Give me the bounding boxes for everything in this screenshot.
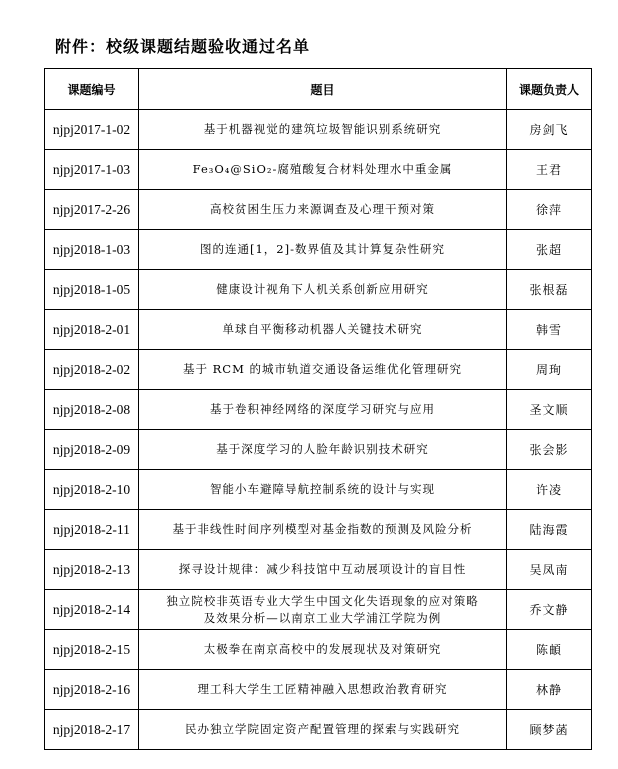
project-code: njpj2018-2-11 xyxy=(45,510,139,550)
project-code: njpj2018-1-03 xyxy=(45,230,139,270)
project-code: njpj2017-1-02 xyxy=(45,110,139,150)
header-topic: 题目 xyxy=(139,69,507,110)
result-table xyxy=(44,68,592,750)
table-row xyxy=(45,470,592,510)
project-topic: 民办独立学院固定资产配置管理的探索与实践研究 xyxy=(139,710,507,750)
project-leader: 韩雪 xyxy=(507,310,592,350)
table-row xyxy=(45,590,592,630)
project-code: njpj2017-1-03 xyxy=(45,150,139,190)
table-row xyxy=(45,270,592,310)
table-header-row xyxy=(45,69,592,110)
table-row xyxy=(45,350,592,390)
project-code: njpj2018-2-13 xyxy=(45,550,139,590)
project-leader: 房剑飞 xyxy=(507,110,592,150)
table-row xyxy=(45,150,592,190)
project-leader: 陈頔 xyxy=(507,630,592,670)
project-topic xyxy=(139,590,507,630)
page-title: 附件：校级课题结题验收通过名单 xyxy=(55,37,311,56)
table-row xyxy=(45,310,592,350)
project-leader: 许凌 xyxy=(507,470,592,510)
project-topic: 基于 RCM 的城市轨道交通设备运维优化管理研究 xyxy=(139,350,507,390)
project-leader: 陆海霞 xyxy=(507,510,592,550)
project-code: njpj2018-2-16 xyxy=(45,670,139,710)
project-code: njpj2018-2-09 xyxy=(45,430,139,470)
project-leader: 圣文顺 xyxy=(507,390,592,430)
project-topic: Fe₃O₄@SiO₂-腐殖酸复合材料处理水中重金属 xyxy=(139,150,507,190)
table-row xyxy=(45,550,592,590)
table-row xyxy=(45,510,592,550)
table-row xyxy=(45,390,592,430)
project-code: njpj2018-1-05 xyxy=(45,270,139,310)
project-leader: 周珣 xyxy=(507,350,592,390)
table-row xyxy=(45,190,592,230)
project-topic: 基于非线性时间序列模型对基金指数的预测及风险分析 xyxy=(139,510,507,550)
project-topic: 高校贫困生压力来源调查及心理干预对策 xyxy=(139,190,507,230)
project-topic: 健康设计视角下人机关系创新应用研究 xyxy=(139,270,507,310)
project-code: njpj2018-2-10 xyxy=(45,470,139,510)
table-row xyxy=(45,630,592,670)
project-leader: 吴凤南 xyxy=(507,550,592,590)
project-topic: 图的连通[1，2]-数界值及其计算复杂性研究 xyxy=(139,230,507,270)
table-row xyxy=(45,430,592,470)
project-topic: 理工科大学生工匠精神融入思想政治教育研究 xyxy=(139,670,507,710)
project-code: njpj2018-2-01 xyxy=(45,310,139,350)
project-topic: 基于机器视觉的建筑垃圾智能识别系统研究 xyxy=(139,110,507,150)
table-row xyxy=(45,230,592,270)
header-code: 课题编号 xyxy=(45,69,139,110)
project-leader: 徐萍 xyxy=(507,190,592,230)
project-topic: 太极拳在南京高校中的发展现状及对策研究 xyxy=(139,630,507,670)
project-topic: 基于卷积神经网络的深度学习研究与应用 xyxy=(139,390,507,430)
project-code: njpj2018-2-17 xyxy=(45,710,139,750)
project-code: njpj2018-2-14 xyxy=(45,590,139,630)
project-leader: 张会影 xyxy=(507,430,592,470)
project-leader: 林静 xyxy=(507,670,592,710)
project-code: njpj2018-2-08 xyxy=(45,390,139,430)
project-code: njpj2017-2-26 xyxy=(45,190,139,230)
project-leader: 顾梦菡 xyxy=(507,710,592,750)
project-leader: 王君 xyxy=(507,150,592,190)
project-leader: 张超 xyxy=(507,230,592,270)
project-topic: 智能小车避障导航控制系统的设计与实现 xyxy=(139,470,507,510)
project-topic-line: 独立院校非英语专业大学生中国文化失语现象的应对策略 xyxy=(166,593,479,608)
table-row xyxy=(45,110,592,150)
project-topic: 基于深度学习的人脸年龄识别技术研究 xyxy=(139,430,507,470)
project-leader: 张根磊 xyxy=(507,270,592,310)
project-topic: 单球自平衡移动机器人关键技术研究 xyxy=(139,310,507,350)
table-row xyxy=(45,710,592,750)
project-code: njpj2018-2-15 xyxy=(45,630,139,670)
project-leader: 乔文静 xyxy=(507,590,592,630)
project-topic: 探寻设计规律：减少科技馆中互动展项设计的盲目性 xyxy=(139,550,507,590)
project-topic-line: 及效果分析—以南京工业大学浦江学院为例 xyxy=(203,610,442,625)
table-row xyxy=(45,670,592,710)
header-leader: 课题负责人 xyxy=(507,69,592,110)
project-code: njpj2018-2-02 xyxy=(45,350,139,390)
